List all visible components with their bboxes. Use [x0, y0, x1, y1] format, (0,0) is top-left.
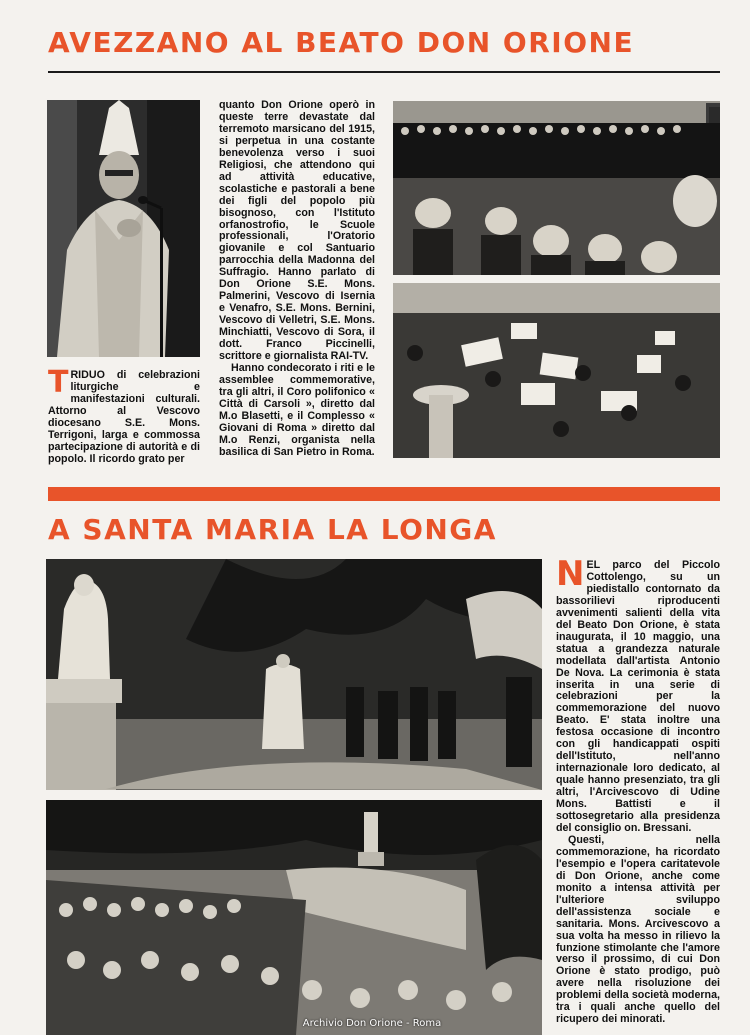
santa-maria-paragraph-2: Questi, nella commemorazione, ha ricordato l'esempio e l'opera caritatevole di Don Orione, anche come monito a intensa attività per l'ulteriore sviluppo dell'assistenza sociale e sanitaria. Mons. Arcivescovo a sua volta ha messo in rilievo la funzione stimolante che l'amore verso il prossimo, di cui Don Orione è stato prodigo, può avere nella risoluzione dei problemi della società moderna, tra i quali anche quello del ricupero dei minorati.: [556, 833, 720, 1026]
headline-rule: [48, 71, 720, 73]
col2-paragraph-1: quanto Don Orione operò in queste terre devastate dal terremoto marsicano del 1915, si perpetua in una costante benevolenza verso i suoi Religiosi, che attendono qui ad attività educative, scolastiche e pastorali a bene dei figli del popolo più bisognoso, con l'Istituto orfanostrofio, le Scuole professionali, l'Oratorio giovanile e col Santuario parrocchia della Madonna del Suffragio. Hanno parlato di Don Orione S.E. Mons. Palmerini, Vescovo di Isernia e Venafro, S.E. Mons. Bernini, Vescovo di Velletri, S.E. Mons. Minchiatti, Vescovo di Sora, il dott. Franco Piccinelli, scrittore e giornalista RAI-TV.: [219, 99, 375, 363]
col2-paragraph-2: Hanno condecorato i riti e le assemblee commemorative, tra gli altri, il Coro polifonico « Città di Carsoli », diretto dal M.o Blasetti, e il Complesso « Giovani di Roma » diretto dal M.o Renzi, organista nella basilica di San Pietro in Roma.: [219, 361, 375, 458]
photo-orchestra: [393, 283, 720, 458]
photo-garden-crowd: [46, 800, 542, 1035]
drop-cap-t: T: [48, 365, 69, 400]
article-santa-maria: [556, 554, 720, 1026]
article-avezzano-col2: [219, 100, 375, 459]
photo-bishop-speaking: [47, 100, 200, 357]
headline-avezzano: AVEZZANO AL BEATO DON ORIONE: [48, 26, 635, 59]
col1-text: RIDUO di celebrazioni liturgiche e manifestazioni culturali. Attorno al Vescovo diocesano S.E. Mons. Terrigoni, larga e commossa partecipazione di autorità e di popolo. Il ricordo grato per: [48, 369, 200, 465]
archive-watermark: Archivio Don Orione - Roma: [302, 1018, 442, 1029]
photo-statue-inauguration: [46, 559, 542, 790]
drop-cap-n: N: [556, 554, 585, 594]
article-avezzano-col1: [48, 365, 200, 466]
santa-maria-paragraph-1: EL parco del Piccolo Cottolengo, su un piedistallo contornato da bassorilievi riproducenti avvenimenti salienti della vita del Beato Don Orione, è stata inaugurata, il 10 maggio, una statua a grandezza naturale modellata dall'artista Antonio De Nova. La cerimonia è stata inserita in una serie di celebrazioni per la commemorazione del nuovo Beato. E' stata inoltre una festosa occasione di incontro con gli handicappati ospiti dell'Istituto, nell'anno internazionale loro dedicato, al quale hanno presenziato, tra gli altri, l'Arcivescovo di Udine Mons. Battisti e il sottosegretario alla presidenza del consiglio on. Bressani.: [556, 559, 720, 834]
headline-santa-maria: A SANTA MARIA LA LONGA: [48, 513, 497, 546]
photo-choir-performance: [393, 101, 720, 275]
section-divider-bar: [48, 487, 720, 501]
